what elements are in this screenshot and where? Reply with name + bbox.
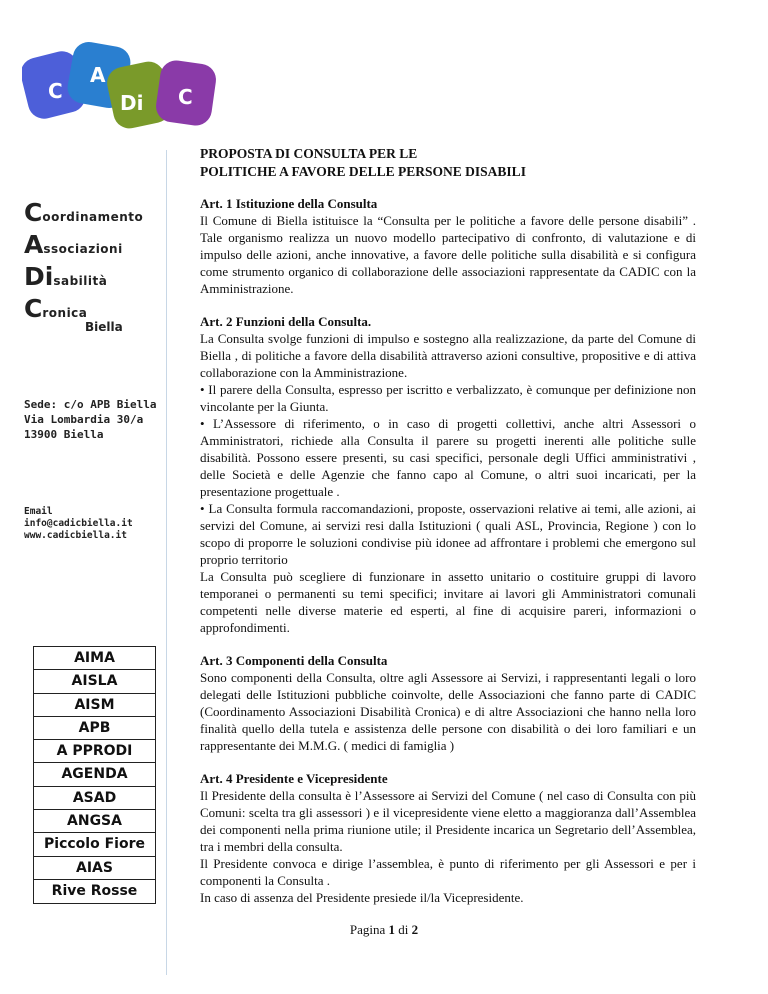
article-1 [200,195,696,297]
address-block [24,397,166,442]
page-number: 1 [388,922,395,937]
logo-letter: C [178,85,193,109]
article-3 [200,652,696,754]
article-heading: Art. 1 Istituzione della Consulta [200,196,378,211]
article-2 [200,313,696,636]
article-paragraph: • L’Assessore di riferimento, o in caso di progetti collettivi, anche altri Assessori o Amministratori, richiede alla Consulta il parere su progetti inerenti alle politiche sulle disabilità. Possono essere presenti, su casi specifici, personale degli Uffici amministrativi , delle Società e delle Agenzie che fanno capo al Comune, o altri suoi incaricati, per la presentazione progettuale . [200,416,696,499]
member-rive-rosse: Rive Rosse [51,882,138,899]
logo-letter: A [90,63,106,87]
member-approdi: A PPRODI [34,740,155,763]
website-link[interactable]: www.cadicbiella.it [24,530,127,541]
member-angsa: ANGSA [34,810,155,833]
article-paragraph: Sono componenti della Consulta, oltre agli Assessore ai Servizi, i rappresentanti legali o loro delegati delle Istituzioni pubbliche coinvolte, delle Associazioni che fanno parte di CADIC (Coordinamento Associazioni Disabilità Cronica) e di altre Associazioni che hanno nella loro finalità quello della tutela e assistenza delle persone con disabilità o dei loro familiari e un rappresentante dei M.M.G. ( medici di famiglia ) [200,670,696,753]
cadic-logo [22,40,222,140]
article-4 [200,770,696,906]
email-line: Email info@cadicbiella.it [24,506,133,529]
article-paragraph: • Il parere della Consulta, espresso per iscritto e verbalizzato, è comunque per definizione non vincolante per la Giunta. [200,382,696,414]
address-line: Sede: c/o APB Biella [24,398,157,411]
document-body [200,195,696,922]
article-paragraph: La Consulta può scegliere di funzionare in assetto unitario o costituire gruppi di lavoro temporanei o permanenti su temi specifici; invitare ai lavori gli Amministratori comunali competenti nelle diverse materie ed esperti, al fine di acquisire pareri, informazioni o approfondimenti. [200,569,696,635]
member-asad: ASAD [34,787,155,810]
org-city: Biella [85,320,123,334]
article-heading: Art. 2 Funzioni della Consulta. [200,314,372,329]
article-paragraph: Il Comune di Biella istituisce la “Consulta per le politiche a favore delle persone disabili” . Tale organismo realizza un nuovo modello partecipativo di confronto, di valutazione e di impulso delle azioni, anche innovative, a favore delle politiche sulla disabilità e si configura come strumento organico di collaborazione delle associazioni rappresentate da CADIC con la Amministrazione. [200,213,696,296]
title-line: PROPOSTA DI CONSULTA PER LE [200,146,418,161]
article-paragraph: In caso di assenza del Presidente presiede il/la Vicepresidente. [200,890,524,905]
title-line: POLITICHE A FAVORE DELLE PERSONE DISABILI [200,164,526,179]
member-agenda: AGENDA [34,763,155,786]
article-paragraph: • La Consulta formula raccomandazioni, proposte, osservazioni relative ai temi, alle azioni, ai servizi del Comune, ai servizi resi dalla Istituzioni ( quali ASL, Provincia, Regione ) con lo scopo di proporre le soluzioni condivise più idonee ad affrontare i problemi che emergono sul proprio territorio [200,501,696,567]
document-title [200,145,526,181]
article-paragraph: Il Presidente della consulta è l’Assessore ai Servizi del Comune ( nel caso di Consulta con più Comuni: scelta tra gli assessori ) e il vicepresidente viene eletto a maggioranza dall’Assemblea dei componenti nella prima riunione utile; il Presidente incarica un Segretario dell’Assemblea, tra i membri della consulta. [200,788,696,854]
sidebar-divider [166,150,167,975]
member-piccolo-fiore: Piccolo Fiore [34,833,155,856]
member-aima: AIMA [34,647,155,670]
logo-letter: Di [120,91,144,115]
article-heading: Art. 4 Presidente e Vicepresidente [200,771,388,786]
page-footer: Pagina 1 di 2 [349,922,419,937]
member-associations-list [33,646,156,904]
address-line: Via Lombardia 30/a [24,413,144,426]
article-heading: Art. 3 Componenti della Consulta [200,653,388,668]
contact-block [24,506,166,542]
member-aisla: AISLA [34,670,155,693]
member-aias: AIAS [34,857,155,880]
member-aism: AISM [34,694,155,717]
article-paragraph: Il Presidente convoca e dirige l’assemblea, è punto di riferimento per gli Assessori e per i componenti la Consulta . [200,856,696,888]
logo-letter: C [48,79,63,103]
member-apb: APB [34,717,155,740]
acronym-line-disabilita: Disabilità [24,262,108,291]
article-paragraph: La Consulta svolge funzioni di impulso e sostegno alla realizzazione, da parte del Comune di Biella , di politiche a favore della disabilità attraverso azioni consultive, propositive e di attiva collaborazione con la Amministrazione. [200,331,696,380]
acronym-line-cronica: Cronica [24,294,88,323]
acronym-line-coordinamento: Coordinamento [24,198,144,227]
page-total: 2 [411,922,419,937]
acronym-line-associazioni: Associazioni [24,230,123,259]
address-line: 13900 Biella [24,428,104,441]
